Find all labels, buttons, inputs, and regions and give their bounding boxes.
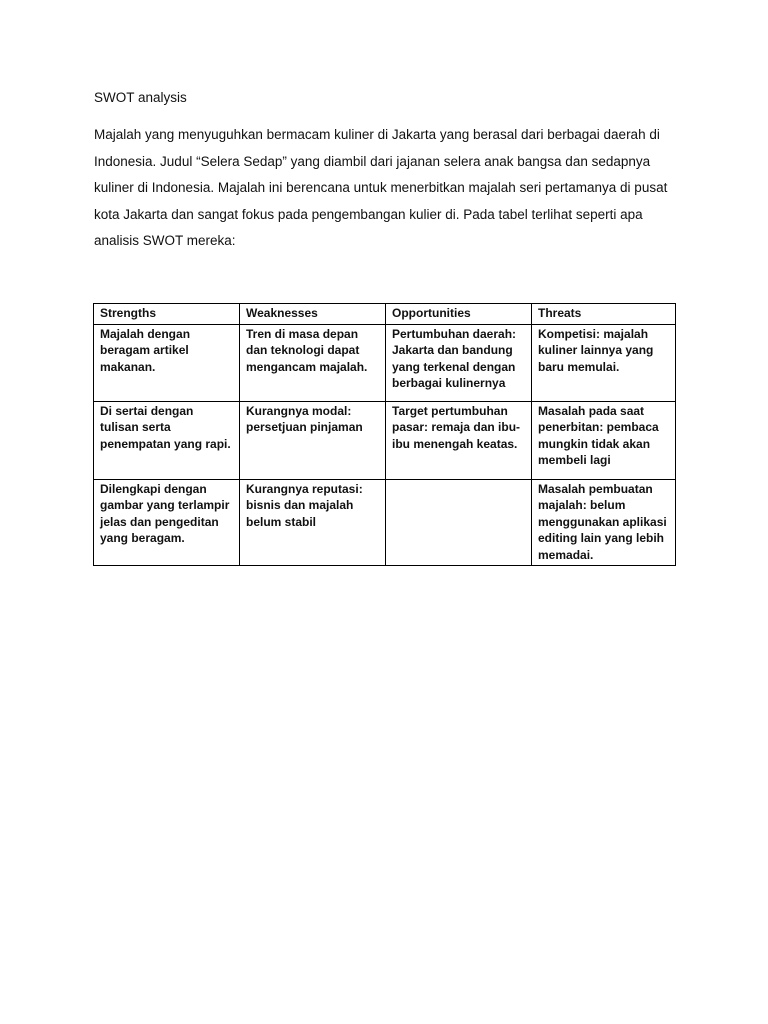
table-cell: Majalah dengan beragam artikel makanan. bbox=[94, 324, 240, 401]
table-cell: Kurangnya modal: persetjuan pinjaman bbox=[240, 401, 386, 479]
table-cell: Kurangnya reputasi: bisnis dan majalah belum stabil bbox=[240, 479, 386, 566]
table-cell: Dilengkapi dengan gambar yang terlampir jelas dan pengeditan yang beragam. bbox=[94, 479, 240, 566]
table-row bbox=[94, 401, 676, 479]
table-cell: Kompetisi: majalah kuliner lainnya yang baru memulai. bbox=[532, 324, 676, 401]
intro-paragraph: Majalah yang menyuguhkan bermacam kuliner di Jakarta yang berasal dari berbagai daerah di Indonesia. Judul “Selera Sedap” yang diambil dari jajanan selera anak bangsa dan sedapnya kuliner di Indonesia. Majalah ini berencana untuk menerbitkan majalah seri pertamanya di pusat kota Jakarta dan sangat fokus pada pengembangan kulier di. Pada tabel terlihat seperti apa analisis SWOT mereka: bbox=[94, 127, 668, 248]
swot-table bbox=[93, 303, 676, 566]
table-row bbox=[94, 479, 676, 566]
table-cell: Masalah pembuatan majalah: belum menggunakan aplikasi editing lain yang lebih memadai. bbox=[532, 479, 676, 566]
table-cell: Target pertumbuhan pasar: remaja dan ibu-ibu menengah keatas. bbox=[386, 401, 532, 479]
document-heading: SWOT analysis bbox=[94, 90, 187, 105]
header-weaknesses: Weaknesses bbox=[240, 304, 386, 325]
table-cell: Di sertai dengan tulisan serta penempatan yang rapi. bbox=[94, 401, 240, 479]
header-threats: Threats bbox=[532, 304, 676, 325]
table-row bbox=[94, 324, 676, 401]
table-cell: Tren di masa depan dan teknologi dapat mengancam majalah. bbox=[240, 324, 386, 401]
header-opportunities: Opportunities bbox=[386, 304, 532, 325]
table-cell: Masalah pada saat penerbitan: pembaca mungkin tidak akan membeli lagi bbox=[532, 401, 676, 479]
table-cell: Pertumbuhan daerah: Jakarta dan bandung yang terkenal dengan berbagai kulinernya bbox=[386, 324, 532, 401]
table-header-row bbox=[94, 304, 676, 325]
table-cell bbox=[386, 479, 532, 566]
header-strengths: Strengths bbox=[94, 304, 240, 325]
